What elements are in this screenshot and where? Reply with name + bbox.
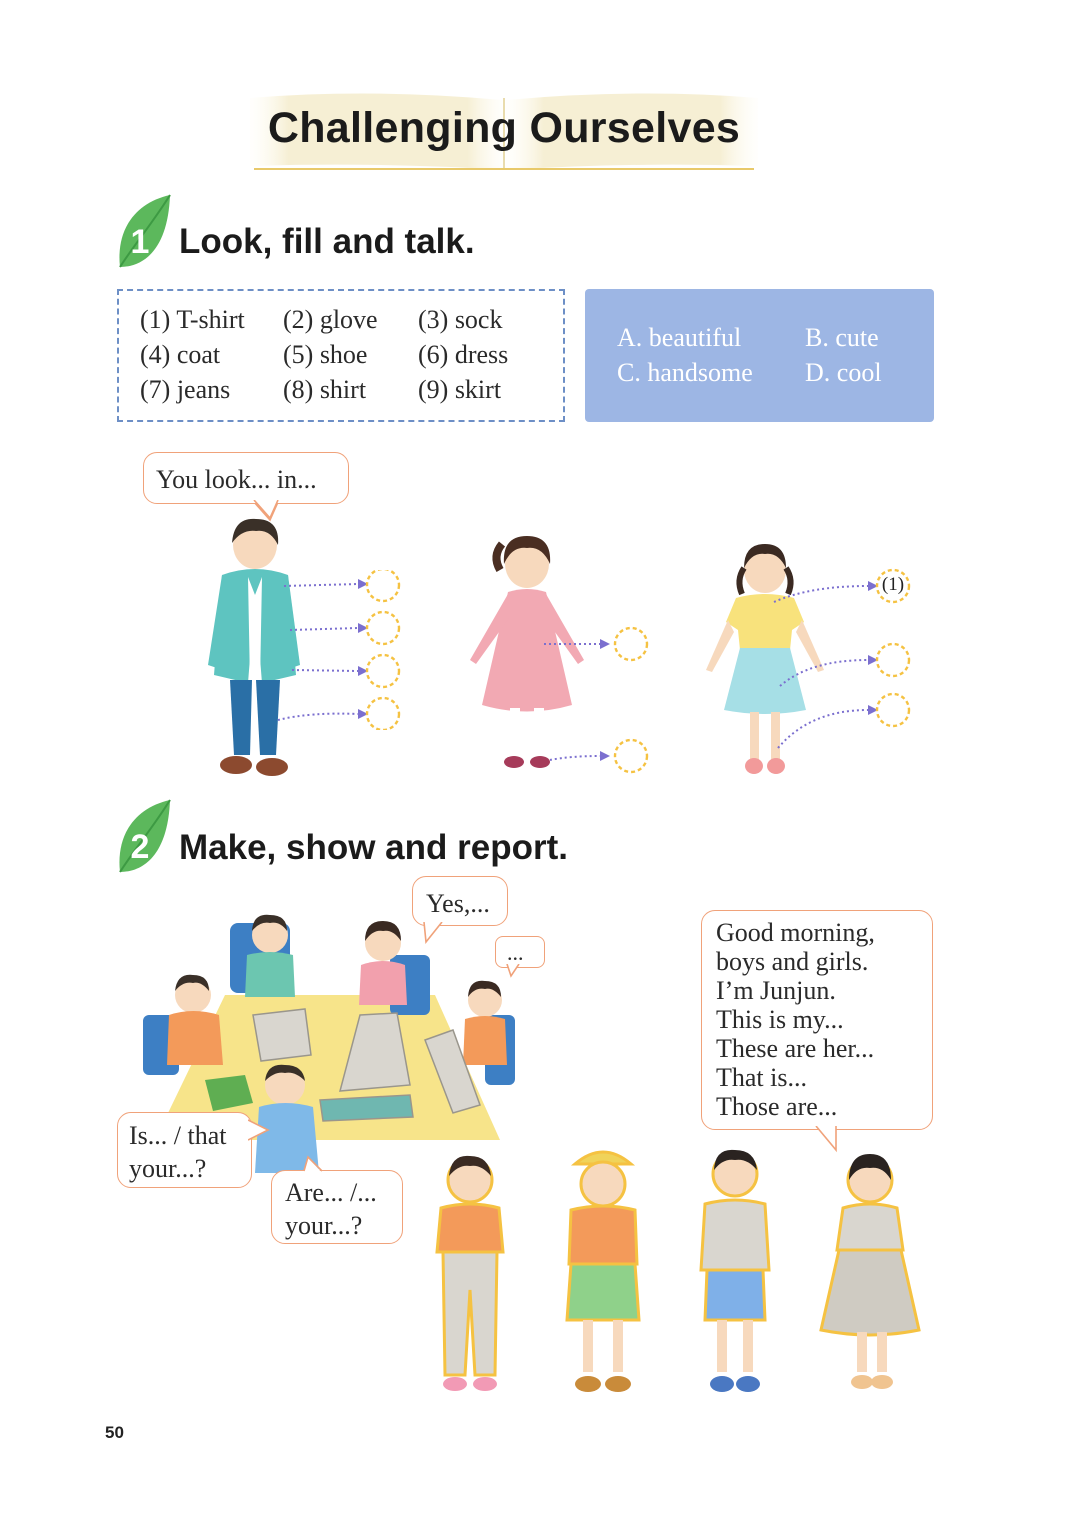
report-line: I’m Junjun. bbox=[716, 976, 836, 1005]
boy-arrows bbox=[270, 570, 410, 730]
vocab-item: (5) shoe bbox=[283, 340, 368, 369]
adjective-item: C. handsome bbox=[617, 358, 753, 387]
report-line: This is my... bbox=[716, 1005, 844, 1034]
vocab-item: (4) coat bbox=[140, 340, 221, 369]
adjective-item: A. beautiful bbox=[617, 323, 742, 352]
section-1-number: 1 bbox=[130, 223, 150, 261]
vocab-item: (7) jeans bbox=[140, 375, 231, 404]
section-1-title: Look, fill and talk. bbox=[179, 222, 475, 261]
speech-bubble-tail bbox=[420, 922, 450, 944]
adjective-item: D. cool bbox=[805, 358, 882, 387]
page-number: 50 bbox=[105, 1423, 124, 1442]
vocab-item: (3) sock bbox=[418, 305, 503, 334]
speech-text: Are... /... bbox=[285, 1178, 377, 1207]
example-answer-label: (1) bbox=[881, 574, 905, 595]
report-line: That is... bbox=[716, 1063, 807, 1092]
girl-dress-arrows bbox=[540, 620, 660, 780]
page-title: Challenging Ourselves bbox=[267, 104, 741, 152]
adjective-item: B. cute bbox=[805, 323, 879, 352]
speech-text: your...? bbox=[129, 1154, 207, 1183]
section-2-number: 2 bbox=[130, 828, 150, 866]
section-2-title: Make, show and report. bbox=[179, 828, 568, 867]
vocab-item: (6) dress bbox=[418, 340, 509, 369]
report-line: Good morning, bbox=[716, 918, 875, 947]
report-line: These are her... bbox=[716, 1034, 875, 1063]
report-text bbox=[716, 918, 875, 1121]
vocab-item: (2) glove bbox=[283, 305, 378, 334]
speech-bubble-tail bbox=[300, 1155, 330, 1173]
speech-bubble-tail bbox=[248, 1116, 272, 1146]
report-line: Those are... bbox=[716, 1092, 838, 1121]
speech-text: your...? bbox=[285, 1211, 363, 1240]
speech-text: Yes,... bbox=[426, 889, 490, 918]
speech-text: ... bbox=[507, 940, 524, 965]
speech-text: You look... in... bbox=[156, 465, 317, 494]
vocab-item: (8) shirt bbox=[283, 375, 367, 404]
report-line: boys and girls. bbox=[716, 947, 869, 976]
speech-text: Is... / that bbox=[129, 1121, 227, 1150]
newspaper-fashion-kids bbox=[425, 1140, 935, 1405]
vocab-item: (1) T-shirt bbox=[140, 305, 245, 334]
adjective-box bbox=[585, 289, 934, 422]
vocab-item: (9) skirt bbox=[418, 375, 502, 404]
girl-skirt-arrows bbox=[770, 566, 920, 766]
